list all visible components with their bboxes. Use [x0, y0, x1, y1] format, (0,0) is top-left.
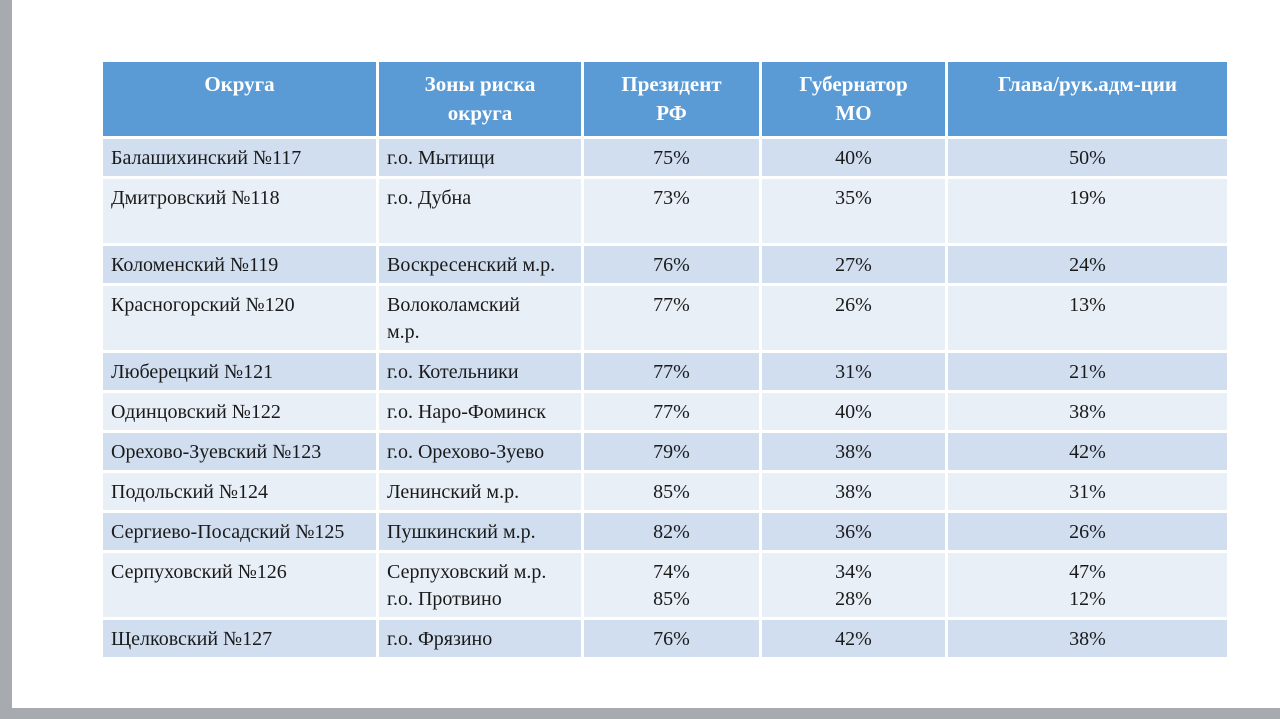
- cell-risk-zone: г.о. Котельники: [378, 352, 583, 392]
- table-row: [102, 352, 1229, 392]
- cell-governor: 40%: [761, 138, 947, 178]
- table-row: [102, 285, 1229, 352]
- cell-head-admin: 13%: [947, 285, 1229, 352]
- cell-risk-zone: Серпуховский м.р. г.о. Протвино: [378, 552, 583, 619]
- cell-okrug: Балашихинский №117: [102, 138, 378, 178]
- cell-risk-zone: г.о. Мытищи: [378, 138, 583, 178]
- header-row: [102, 61, 1229, 138]
- cell-okrug: Серпуховский №126: [102, 552, 378, 619]
- cell-president: 76%: [583, 245, 761, 285]
- cell-head-admin: 42%: [947, 432, 1229, 472]
- header-okrug: Округа: [102, 61, 378, 138]
- cell-head-admin: 47% 12%: [947, 552, 1229, 619]
- cell-okrug: Сергиево-Посадский №125: [102, 512, 378, 552]
- cell-risk-zone: Пушкинский м.р.: [378, 512, 583, 552]
- cell-president: 73%: [583, 178, 761, 245]
- cell-president: 79%: [583, 432, 761, 472]
- cell-president: 77%: [583, 285, 761, 352]
- cell-president: 76%: [583, 619, 761, 659]
- header-president: Президент РФ: [583, 61, 761, 138]
- cell-risk-zone: Ленинский м.р.: [378, 472, 583, 512]
- cell-president: 74% 85%: [583, 552, 761, 619]
- cell-head-admin: 50%: [947, 138, 1229, 178]
- cell-governor: 35%: [761, 178, 947, 245]
- table-row: [102, 512, 1229, 552]
- cell-governor: 38%: [761, 472, 947, 512]
- table-row: [102, 619, 1229, 659]
- table-row: [102, 245, 1229, 285]
- cell-okrug: Щелковский №127: [102, 619, 378, 659]
- table-row: [102, 138, 1229, 178]
- cell-okrug: Коломенский №119: [102, 245, 378, 285]
- cell-head-admin: 26%: [947, 512, 1229, 552]
- header-governor: Губернатор МО: [761, 61, 947, 138]
- cell-okrug: Люберецкий №121: [102, 352, 378, 392]
- cell-risk-zone: Волоколамский м.р.: [378, 285, 583, 352]
- cell-governor: 42%: [761, 619, 947, 659]
- cell-president: 75%: [583, 138, 761, 178]
- cell-head-admin: 19%: [947, 178, 1229, 245]
- cell-governor: 38%: [761, 432, 947, 472]
- table-row: [102, 432, 1229, 472]
- cell-head-admin: 21%: [947, 352, 1229, 392]
- cell-risk-zone: г.о. Фрязино: [378, 619, 583, 659]
- cell-governor: 31%: [761, 352, 947, 392]
- cell-governor: 34% 28%: [761, 552, 947, 619]
- cell-head-admin: 31%: [947, 472, 1229, 512]
- cell-president: 77%: [583, 392, 761, 432]
- cell-president: 77%: [583, 352, 761, 392]
- cell-risk-zone: г.о. Орехово-Зуево: [378, 432, 583, 472]
- cell-okrug: Орехово-Зуевский №123: [102, 432, 378, 472]
- table-row: [102, 392, 1229, 432]
- cell-okrug: Дмитровский №118: [102, 178, 378, 245]
- cell-okrug: Подольский №124: [102, 472, 378, 512]
- table-row: [102, 552, 1229, 619]
- slide: [12, 0, 1280, 708]
- cell-president: 82%: [583, 512, 761, 552]
- header-head-admin: Глава/рук.адм-ции: [947, 61, 1229, 138]
- table-row: [102, 472, 1229, 512]
- cell-okrug: Красногорский №120: [102, 285, 378, 352]
- cell-governor: 27%: [761, 245, 947, 285]
- cell-governor: 40%: [761, 392, 947, 432]
- results-table: [100, 59, 1230, 660]
- cell-risk-zone: Воскресенский м.р.: [378, 245, 583, 285]
- cell-governor: 36%: [761, 512, 947, 552]
- cell-head-admin: 38%: [947, 392, 1229, 432]
- cell-president: 85%: [583, 472, 761, 512]
- cell-head-admin: 24%: [947, 245, 1229, 285]
- cell-risk-zone: г.о. Дубна: [378, 178, 583, 245]
- header-risk-zones: Зоны риска округа: [378, 61, 583, 138]
- cell-okrug: Одинцовский №122: [102, 392, 378, 432]
- cell-governor: 26%: [761, 285, 947, 352]
- cell-risk-zone: г.о. Наро-Фоминск: [378, 392, 583, 432]
- cell-head-admin: 38%: [947, 619, 1229, 659]
- table-row: [102, 178, 1229, 245]
